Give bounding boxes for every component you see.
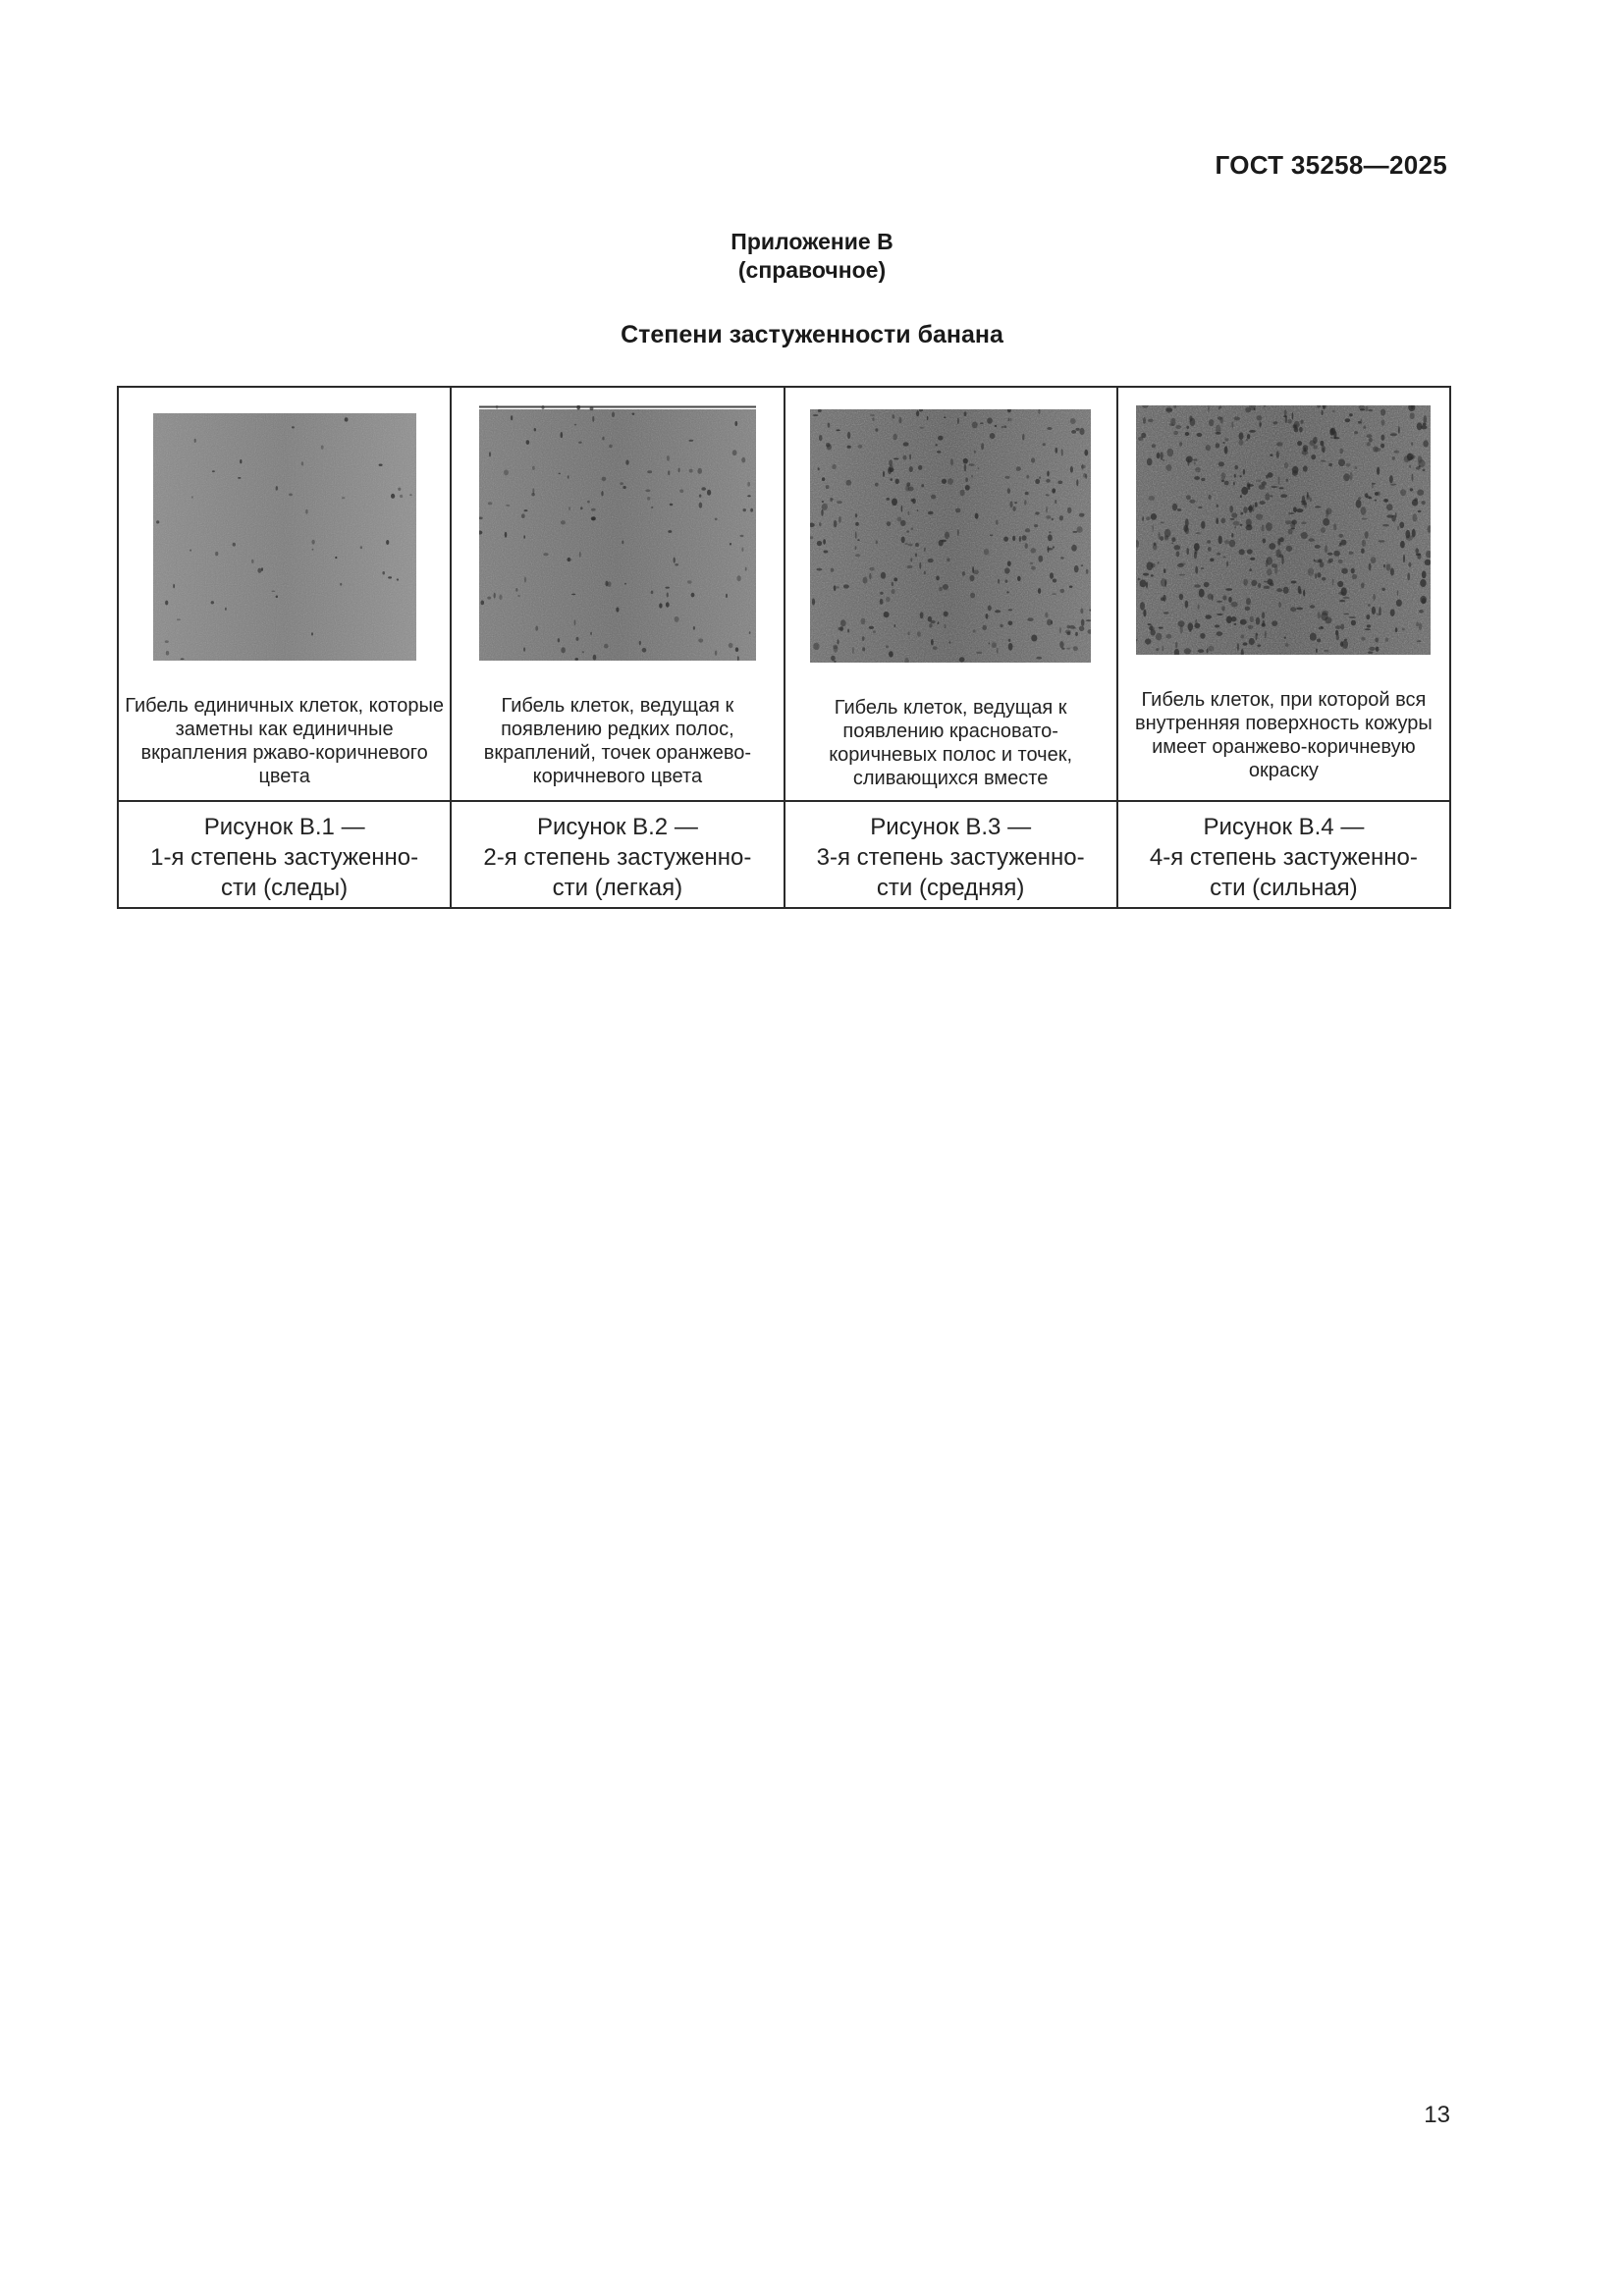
caption-number-4: Рисунок В.4 —	[1203, 814, 1365, 840]
caption-text-4: 4-я степень застуженно-сти (сильная)	[1149, 844, 1418, 901]
caption-text-2: 2-я степень застуженно-сти (легкая)	[483, 844, 752, 901]
document-id: ГОСТ 35258—2025	[1215, 150, 1447, 180]
figure-cell-4	[1117, 387, 1450, 801]
appendix-note: (справочное)	[737, 257, 887, 283]
figure-caption-1	[119, 806, 450, 903]
figures-table	[117, 386, 1451, 909]
banana-peel-photo-2	[479, 405, 756, 661]
caption-text-1: 1-я степень застуженно-сти (следы)	[150, 844, 419, 901]
caption-number-1: Рисунок В.1 —	[203, 814, 365, 840]
figure-description-3: Гибель клеток, ведущая к появлению красновато-коричневых полос и точек, сливающихся вместе	[829, 697, 1073, 789]
caption-cell-4	[1117, 801, 1450, 908]
banana-peel-photo-3	[810, 409, 1091, 663]
caption-cell-1	[118, 801, 451, 908]
caption-cell-2	[451, 801, 784, 908]
banana-peel-photo-1	[153, 413, 416, 661]
appendix-heading	[0, 228, 1624, 285]
figure-caption-3	[785, 806, 1116, 903]
figure-group-title: Степени застуженности банана	[621, 321, 1003, 348]
figure-description-1: Гибель единичных клеток, которые заметны как единичные вкрапления ржаво-коричневого цвета	[125, 695, 444, 787]
figure-caption-2	[452, 806, 783, 903]
figure-cell-2	[451, 387, 784, 801]
figure-caption-4	[1118, 806, 1449, 903]
caption-number-3: Рисунок В.3 —	[870, 814, 1032, 840]
caption-cell-3	[785, 801, 1117, 908]
caption-text-3: 3-я степень застуженно-сти (средняя)	[816, 844, 1085, 901]
figure-cell-1	[118, 387, 451, 801]
captions-row	[118, 801, 1450, 908]
images-row	[118, 387, 1450, 801]
page-number: 13	[1424, 2102, 1450, 2128]
banana-peel-photo-4	[1136, 405, 1431, 655]
figure-cell-3	[785, 387, 1117, 801]
appendix-title: Приложение В	[731, 229, 893, 254]
figure-description-2: Гибель клеток, ведущая к появлению редких полос, вкраплений, точек оранжево-коричневого цвета	[483, 695, 752, 787]
caption-number-2: Рисунок В.2 —	[536, 814, 698, 840]
figure-description-4: Гибель клеток, при которой вся внутренняя поверхность кожуры имеет оранжево-коричневую окраску	[1134, 689, 1433, 781]
